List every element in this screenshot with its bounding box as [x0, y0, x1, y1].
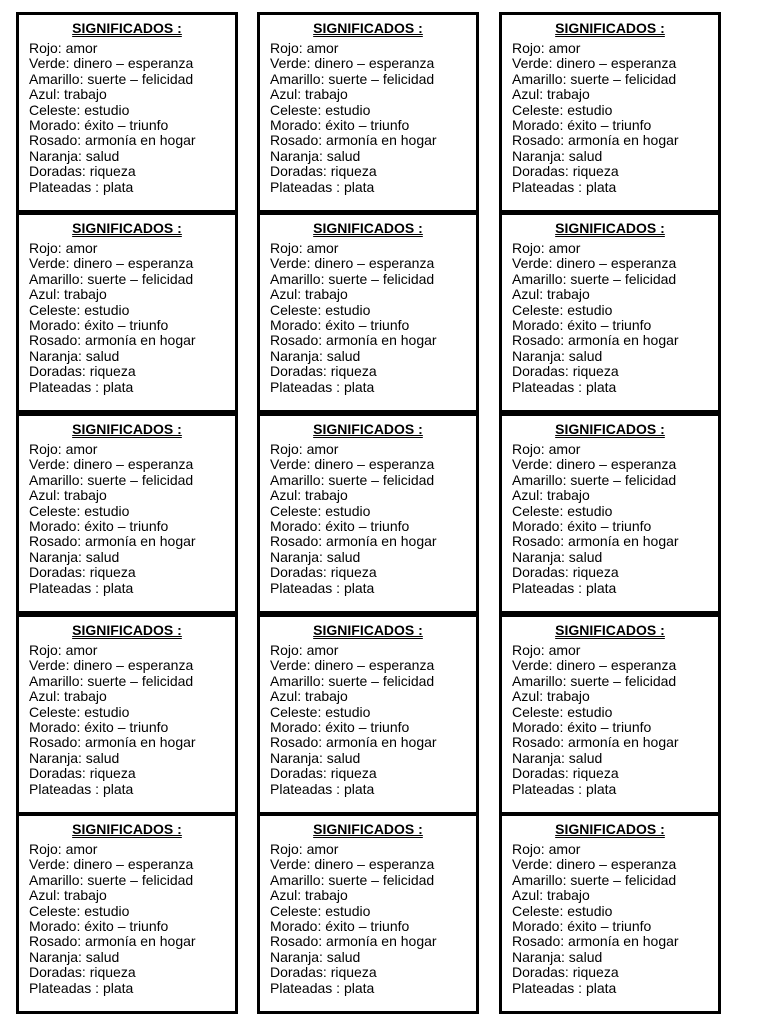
color-meaning-line: Morado: éxito – triunfo	[270, 518, 410, 535]
color-meaning-line: Morado: éxito – triunfo	[270, 918, 410, 935]
color-meaning-line: Celeste: estudio	[29, 101, 130, 118]
color-meaning-line: Rojo: amor	[270, 240, 339, 256]
color-meaning-line: Verde: dinero – esperanza	[29, 456, 194, 473]
meaning-card	[16, 212, 238, 413]
color-meaning-line: Morado: éxito – triunfo	[270, 117, 410, 134]
meaning-card	[499, 12, 721, 213]
meaning-card	[499, 813, 721, 1014]
color-meaning-line: Rojo: amor	[512, 240, 581, 256]
color-meaning-line: Amarillo: suerte – felicidad	[512, 672, 677, 689]
color-meaning-line: Verde: dinero – esperanza	[29, 55, 194, 72]
color-meaning-line: Plateadas : plata	[29, 378, 134, 395]
color-meaning-list	[29, 241, 235, 395]
color-meaning-line: Amarillo: suerte – felicidad	[270, 70, 435, 87]
color-meaning-line: Doradas: riqueza	[29, 964, 136, 981]
color-meaning-line: Naranja: salud	[270, 347, 361, 364]
color-meaning-line: Rosado: armonía en hogar	[270, 933, 437, 950]
color-meaning-list	[270, 241, 476, 395]
color-meaning-line: Naranja: salud	[512, 147, 603, 164]
color-meaning-line: Naranja: salud	[512, 548, 603, 565]
color-meaning-line: Plateadas : plata	[270, 378, 375, 395]
color-meaning-line: Azul: trabajo	[270, 887, 348, 904]
color-meaning-line: Azul: trabajo	[512, 688, 590, 705]
color-meaning-line: Celeste: estudio	[512, 101, 613, 118]
card-title: SIGNIFICADOS :	[555, 220, 665, 236]
color-meaning-line: Doradas: riqueza	[29, 765, 136, 782]
card-title: SIGNIFICADOS :	[313, 622, 423, 638]
color-meaning-list	[512, 442, 718, 596]
color-meaning-line: Morado: éxito – triunfo	[270, 719, 410, 736]
color-meaning-line: Amarillo: suerte – felicidad	[29, 70, 194, 87]
color-meaning-line: Doradas: riqueza	[29, 564, 136, 581]
color-meaning-line: Plateadas : plata	[29, 979, 134, 996]
color-meaning-list	[270, 643, 476, 797]
color-meaning-line: Naranja: salud	[29, 548, 120, 565]
color-meaning-line: Verde: dinero – esperanza	[29, 856, 194, 873]
color-meaning-line: Rosado: armonía en hogar	[29, 533, 196, 550]
color-meaning-list	[29, 442, 235, 596]
color-meaning-line: Doradas: riqueza	[270, 163, 377, 180]
color-meaning-line: Rosado: armonía en hogar	[270, 332, 437, 349]
color-meaning-line: Rojo: amor	[29, 441, 98, 457]
color-meaning-line: Celeste: estudio	[512, 502, 613, 519]
color-meaning-line: Azul: trabajo	[270, 688, 348, 705]
color-meaning-line: Celeste: estudio	[29, 502, 130, 519]
color-meaning-line: Azul: trabajo	[270, 286, 348, 303]
meaning-card	[16, 614, 238, 815]
card-title: SIGNIFICADOS :	[313, 20, 423, 36]
color-meaning-list	[29, 41, 235, 195]
color-meaning-line: Rojo: amor	[512, 841, 581, 857]
card-title: SIGNIFICADOS :	[555, 421, 665, 437]
color-meaning-line: Celeste: estudio	[29, 902, 130, 919]
color-meaning-line: Rosado: armonía en hogar	[29, 332, 196, 349]
color-meaning-line: Rosado: armonía en hogar	[29, 132, 196, 149]
color-meaning-line: Verde: dinero – esperanza	[270, 55, 435, 72]
color-meaning-line: Rosado: armonía en hogar	[270, 132, 437, 149]
color-meaning-line: Celeste: estudio	[512, 301, 613, 318]
color-meaning-line: Naranja: salud	[270, 548, 361, 565]
card-title: SIGNIFICADOS :	[72, 821, 182, 837]
color-meaning-line: Azul: trabajo	[512, 487, 590, 504]
meaning-card	[499, 413, 721, 614]
color-meaning-list	[512, 643, 718, 797]
color-meaning-line: Plateadas : plata	[270, 178, 375, 195]
color-meaning-line: Rosado: armonía en hogar	[270, 734, 437, 751]
card-title: SIGNIFICADOS :	[72, 220, 182, 236]
color-meaning-line: Celeste: estudio	[270, 502, 371, 519]
color-meaning-line: Plateadas : plata	[29, 178, 134, 195]
color-meaning-line: Verde: dinero – esperanza	[512, 55, 677, 72]
color-meaning-line: Azul: trabajo	[29, 286, 107, 303]
color-meaning-line: Rosado: armonía en hogar	[512, 332, 679, 349]
color-meaning-line: Celeste: estudio	[270, 902, 371, 919]
color-meaning-line: Celeste: estudio	[512, 703, 613, 720]
color-meaning-line: Naranja: salud	[270, 948, 361, 965]
color-meaning-line: Verde: dinero – esperanza	[270, 456, 435, 473]
color-meaning-line: Verde: dinero – esperanza	[29, 657, 194, 674]
color-meaning-list	[270, 442, 476, 596]
meaning-card	[257, 12, 479, 213]
meaning-card	[257, 813, 479, 1014]
color-meaning-line: Rojo: amor	[512, 40, 581, 56]
color-meaning-list	[29, 643, 235, 797]
color-meaning-line: Azul: trabajo	[270, 86, 348, 103]
card-title: SIGNIFICADOS :	[313, 821, 423, 837]
color-meaning-line: Plateadas : plata	[29, 579, 134, 596]
meaning-card	[16, 12, 238, 213]
color-meaning-line: Plateadas : plata	[270, 979, 375, 996]
color-meaning-line: Amarillo: suerte – felicidad	[512, 270, 677, 287]
color-meaning-line: Rojo: amor	[270, 841, 339, 857]
color-meaning-line: Rosado: armonía en hogar	[512, 132, 679, 149]
color-meaning-line: Naranja: salud	[512, 347, 603, 364]
color-meaning-line: Doradas: riqueza	[512, 564, 619, 581]
color-meaning-line: Plateadas : plata	[512, 378, 617, 395]
color-meaning-line: Naranja: salud	[512, 749, 603, 766]
color-meaning-line: Amarillo: suerte – felicidad	[512, 70, 677, 87]
color-meaning-line: Verde: dinero – esperanza	[512, 456, 677, 473]
color-meaning-line: Amarillo: suerte – felicidad	[270, 871, 435, 888]
color-meaning-line: Naranja: salud	[29, 347, 120, 364]
color-meaning-line: Verde: dinero – esperanza	[512, 255, 677, 272]
color-meaning-line: Plateadas : plata	[29, 780, 134, 797]
color-meaning-line: Rojo: amor	[270, 441, 339, 457]
color-meaning-line: Plateadas : plata	[512, 579, 617, 596]
color-meaning-line: Rojo: amor	[29, 841, 98, 857]
color-meaning-line: Azul: trabajo	[29, 86, 107, 103]
color-meaning-line: Amarillo: suerte – felicidad	[512, 471, 677, 488]
color-meaning-line: Rosado: armonía en hogar	[512, 933, 679, 950]
color-meaning-line: Rojo: amor	[512, 441, 581, 457]
color-meaning-line: Plateadas : plata	[270, 579, 375, 596]
color-meaning-line: Morado: éxito – triunfo	[512, 317, 652, 334]
color-meaning-line: Rosado: armonía en hogar	[512, 533, 679, 550]
color-meaning-line: Amarillo: suerte – felicidad	[270, 270, 435, 287]
color-meaning-line: Plateadas : plata	[270, 780, 375, 797]
color-meaning-line: Verde: dinero – esperanza	[270, 255, 435, 272]
card-title: SIGNIFICADOS :	[72, 20, 182, 36]
color-meaning-line: Rosado: armonía en hogar	[29, 933, 196, 950]
color-meaning-line: Rojo: amor	[29, 642, 98, 658]
color-meaning-line: Amarillo: suerte – felicidad	[29, 672, 194, 689]
color-meaning-line: Morado: éxito – triunfo	[512, 719, 652, 736]
color-meaning-line: Rosado: armonía en hogar	[270, 533, 437, 550]
color-meaning-list	[512, 41, 718, 195]
color-meaning-line: Doradas: riqueza	[270, 363, 377, 380]
color-meaning-line: Morado: éxito – triunfo	[512, 918, 652, 935]
color-meaning-line: Doradas: riqueza	[29, 363, 136, 380]
card-title: SIGNIFICADOS :	[555, 821, 665, 837]
color-meaning-line: Azul: trabajo	[29, 487, 107, 504]
color-meaning-line: Amarillo: suerte – felicidad	[29, 471, 194, 488]
color-meaning-line: Morado: éxito – triunfo	[29, 719, 169, 736]
card-title: SIGNIFICADOS :	[72, 622, 182, 638]
color-meaning-line: Celeste: estudio	[270, 703, 371, 720]
card-title: SIGNIFICADOS :	[313, 220, 423, 236]
color-meaning-line: Doradas: riqueza	[512, 964, 619, 981]
color-meaning-line: Celeste: estudio	[270, 101, 371, 118]
color-meaning-line: Azul: trabajo	[512, 286, 590, 303]
color-meaning-line: Amarillo: suerte – felicidad	[270, 672, 435, 689]
color-meaning-line: Morado: éxito – triunfo	[29, 117, 169, 134]
color-meaning-line: Morado: éxito – triunfo	[270, 317, 410, 334]
color-meaning-line: Naranja: salud	[270, 147, 361, 164]
color-meaning-line: Rojo: amor	[270, 642, 339, 658]
meaning-card	[499, 614, 721, 815]
card-title: SIGNIFICADOS :	[555, 20, 665, 36]
color-meaning-line: Doradas: riqueza	[512, 765, 619, 782]
color-meaning-line: Azul: trabajo	[512, 887, 590, 904]
color-meaning-line: Rojo: amor	[512, 642, 581, 658]
color-meaning-line: Verde: dinero – esperanza	[270, 856, 435, 873]
color-meaning-line: Morado: éxito – triunfo	[29, 317, 169, 334]
color-meaning-line: Amarillo: suerte – felicidad	[270, 471, 435, 488]
color-meaning-line: Rojo: amor	[270, 40, 339, 56]
color-meaning-line: Amarillo: suerte – felicidad	[29, 871, 194, 888]
meaning-card	[499, 212, 721, 413]
color-meaning-line: Verde: dinero – esperanza	[29, 255, 194, 272]
color-meaning-line: Naranja: salud	[29, 749, 120, 766]
color-meaning-line: Naranja: salud	[29, 147, 120, 164]
color-meaning-list	[270, 41, 476, 195]
color-meaning-line: Rosado: armonía en hogar	[29, 734, 196, 751]
card-title: SIGNIFICADOS :	[313, 421, 423, 437]
color-meaning-line: Verde: dinero – esperanza	[270, 657, 435, 674]
color-meaning-line: Naranja: salud	[270, 749, 361, 766]
color-meaning-line: Celeste: estudio	[270, 301, 371, 318]
color-meaning-line: Azul: trabajo	[29, 887, 107, 904]
color-meaning-line: Verde: dinero – esperanza	[512, 856, 677, 873]
color-meaning-list	[512, 842, 718, 996]
card-title: SIGNIFICADOS :	[72, 421, 182, 437]
color-meaning-line: Naranja: salud	[29, 948, 120, 965]
color-meaning-list	[270, 842, 476, 996]
color-meaning-line: Amarillo: suerte – felicidad	[512, 871, 677, 888]
meaning-card	[16, 413, 238, 614]
color-meaning-line: Morado: éxito – triunfo	[29, 518, 169, 535]
color-meaning-line: Verde: dinero – esperanza	[512, 657, 677, 674]
card-title: SIGNIFICADOS :	[555, 622, 665, 638]
color-meaning-line: Celeste: estudio	[29, 703, 130, 720]
color-meaning-line: Rosado: armonía en hogar	[512, 734, 679, 751]
color-meaning-line: Morado: éxito – triunfo	[512, 117, 652, 134]
color-meaning-line: Doradas: riqueza	[270, 964, 377, 981]
meaning-card	[257, 413, 479, 614]
color-meaning-line: Morado: éxito – triunfo	[29, 918, 169, 935]
meaning-card	[257, 614, 479, 815]
color-meaning-list	[512, 241, 718, 395]
color-meaning-line: Morado: éxito – triunfo	[512, 518, 652, 535]
color-meaning-line: Naranja: salud	[512, 948, 603, 965]
color-meaning-line: Azul: trabajo	[29, 688, 107, 705]
color-meaning-line: Plateadas : plata	[512, 979, 617, 996]
color-meaning-line: Doradas: riqueza	[29, 163, 136, 180]
color-meaning-line: Plateadas : plata	[512, 178, 617, 195]
color-meaning-line: Rojo: amor	[29, 40, 98, 56]
color-meaning-line: Doradas: riqueza	[270, 564, 377, 581]
meaning-card	[257, 212, 479, 413]
color-meaning-line: Celeste: estudio	[29, 301, 130, 318]
color-meaning-line: Azul: trabajo	[512, 86, 590, 103]
color-meaning-line: Doradas: riqueza	[512, 363, 619, 380]
color-meaning-line: Rojo: amor	[29, 240, 98, 256]
meaning-card	[16, 813, 238, 1014]
color-meaning-line: Celeste: estudio	[512, 902, 613, 919]
color-meaning-line: Doradas: riqueza	[512, 163, 619, 180]
color-meaning-line: Amarillo: suerte – felicidad	[29, 270, 194, 287]
color-meaning-line: Azul: trabajo	[270, 487, 348, 504]
color-meaning-list	[29, 842, 235, 996]
color-meaning-line: Plateadas : plata	[512, 780, 617, 797]
color-meaning-line: Doradas: riqueza	[270, 765, 377, 782]
